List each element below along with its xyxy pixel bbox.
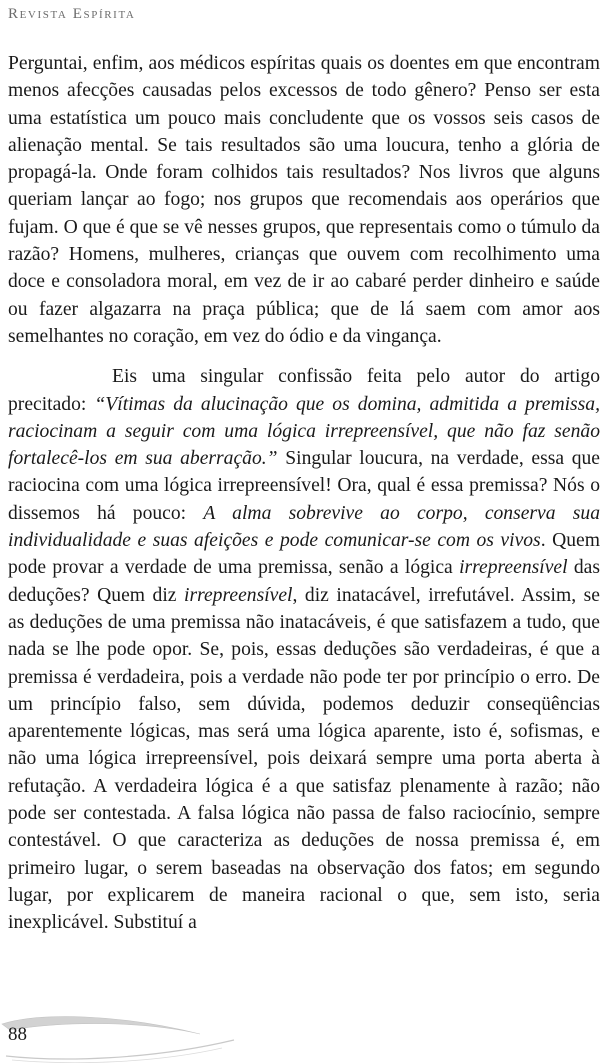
- running-head-title: Revista Espírita: [8, 6, 136, 22]
- paragraph-2-text-5: , diz inatacável, irrefutável. Assim, se as deduções de uma premissa não inatacáveis, é que satisfazem a tudo, que nada se lhe pode opor. Se, pois, essas deduções são verdadeiras, é que a premissa é verdadeira, pois a verdade não pode ter por princípio o erro. De um princípio falso, sem dúvida, podemos deduzir conseqüências aparentemente lógicas, mas será uma lógica aparente, isto é, sofismas, e não uma lógica irrepreensível, pois deixará sempre uma porta aberta à refutação. A verdadeira lógica é a que satisfaz plenamente à razão; não pode ser contestada. A falsa lógica não passa de falso raciocínio, sempre contestável. O que caracteriza as deduções de nossa premissa é, em primeiro lugar, o serem baseadas na observação dos fatos; em segundo lugar, por explicarem de maneira racional o que, sem isto, seria inexplicável. Substituí a: [8, 584, 600, 934]
- quotation-2: A alma sobrevive ao corpo, conserva sua individualidade e suas afeições e pode comunicar-se com os vivos: [8, 502, 600, 552]
- paragraph-2-text-2: Singular loucura, na verdade, essa que raciocina com uma lógica irrepreensível! Ora, qual é essa premissa? Nós o dissemos há pouco:: [8, 448, 600, 524]
- paragraph-1: Perguntai, enfim, aos médicos espíritas quais os doentes em que encontram menos afecções causadas pelos excessos de todo gênero? Penso ser esta uma estatística um pouco mais concludente que os vossos seis casos de alienação mental. Se tais resultados são uma loucura, tenho a glória de propagá-la. Onde foram colhidos tais resultados? Nos livros que alguns queriam lançar ao fogo; nos grupos que recomendais aos operários que fujam. O que é que se vê nesses grupos, que representais como o túmulo da razão? Homens, mulheres, crianças que ouvem com recolhimento uma doce e consoladora moral, em vez de ir ao cabaré perder dinheiro e saúde ou fazer algazarra na praça pública; que de lá saem com amor aos semelhantes no coração, em vez do ódio e da vingança.: [8, 53, 600, 347]
- page-number: 88: [8, 1024, 27, 1045]
- paragraph-2-text-3: . Quem pode provar a verdade de uma premissa, senão a lógica: [8, 530, 600, 579]
- emphasis-term-2: irrepreensível: [184, 584, 293, 606]
- paragraph-2: [8, 363, 600, 936]
- paragraph-2-text-1: Eis uma singular confissão feita pelo autor do artigo precitado:: [8, 366, 600, 415]
- decorative-swoosh: [0, 1010, 240, 1063]
- emphasis-term-1: irrepreensível: [459, 557, 568, 579]
- page-body: [8, 50, 600, 937]
- paragraph-2-text-4: das deduções? Quem diz: [8, 557, 600, 606]
- quotation-1: “Vítimas da alucinação que os domina, admitida a premissa, raciocinam a seguir com uma lógica irrepreensível, que não faz senão fortalecê-los em sua aberração.”: [8, 393, 600, 470]
